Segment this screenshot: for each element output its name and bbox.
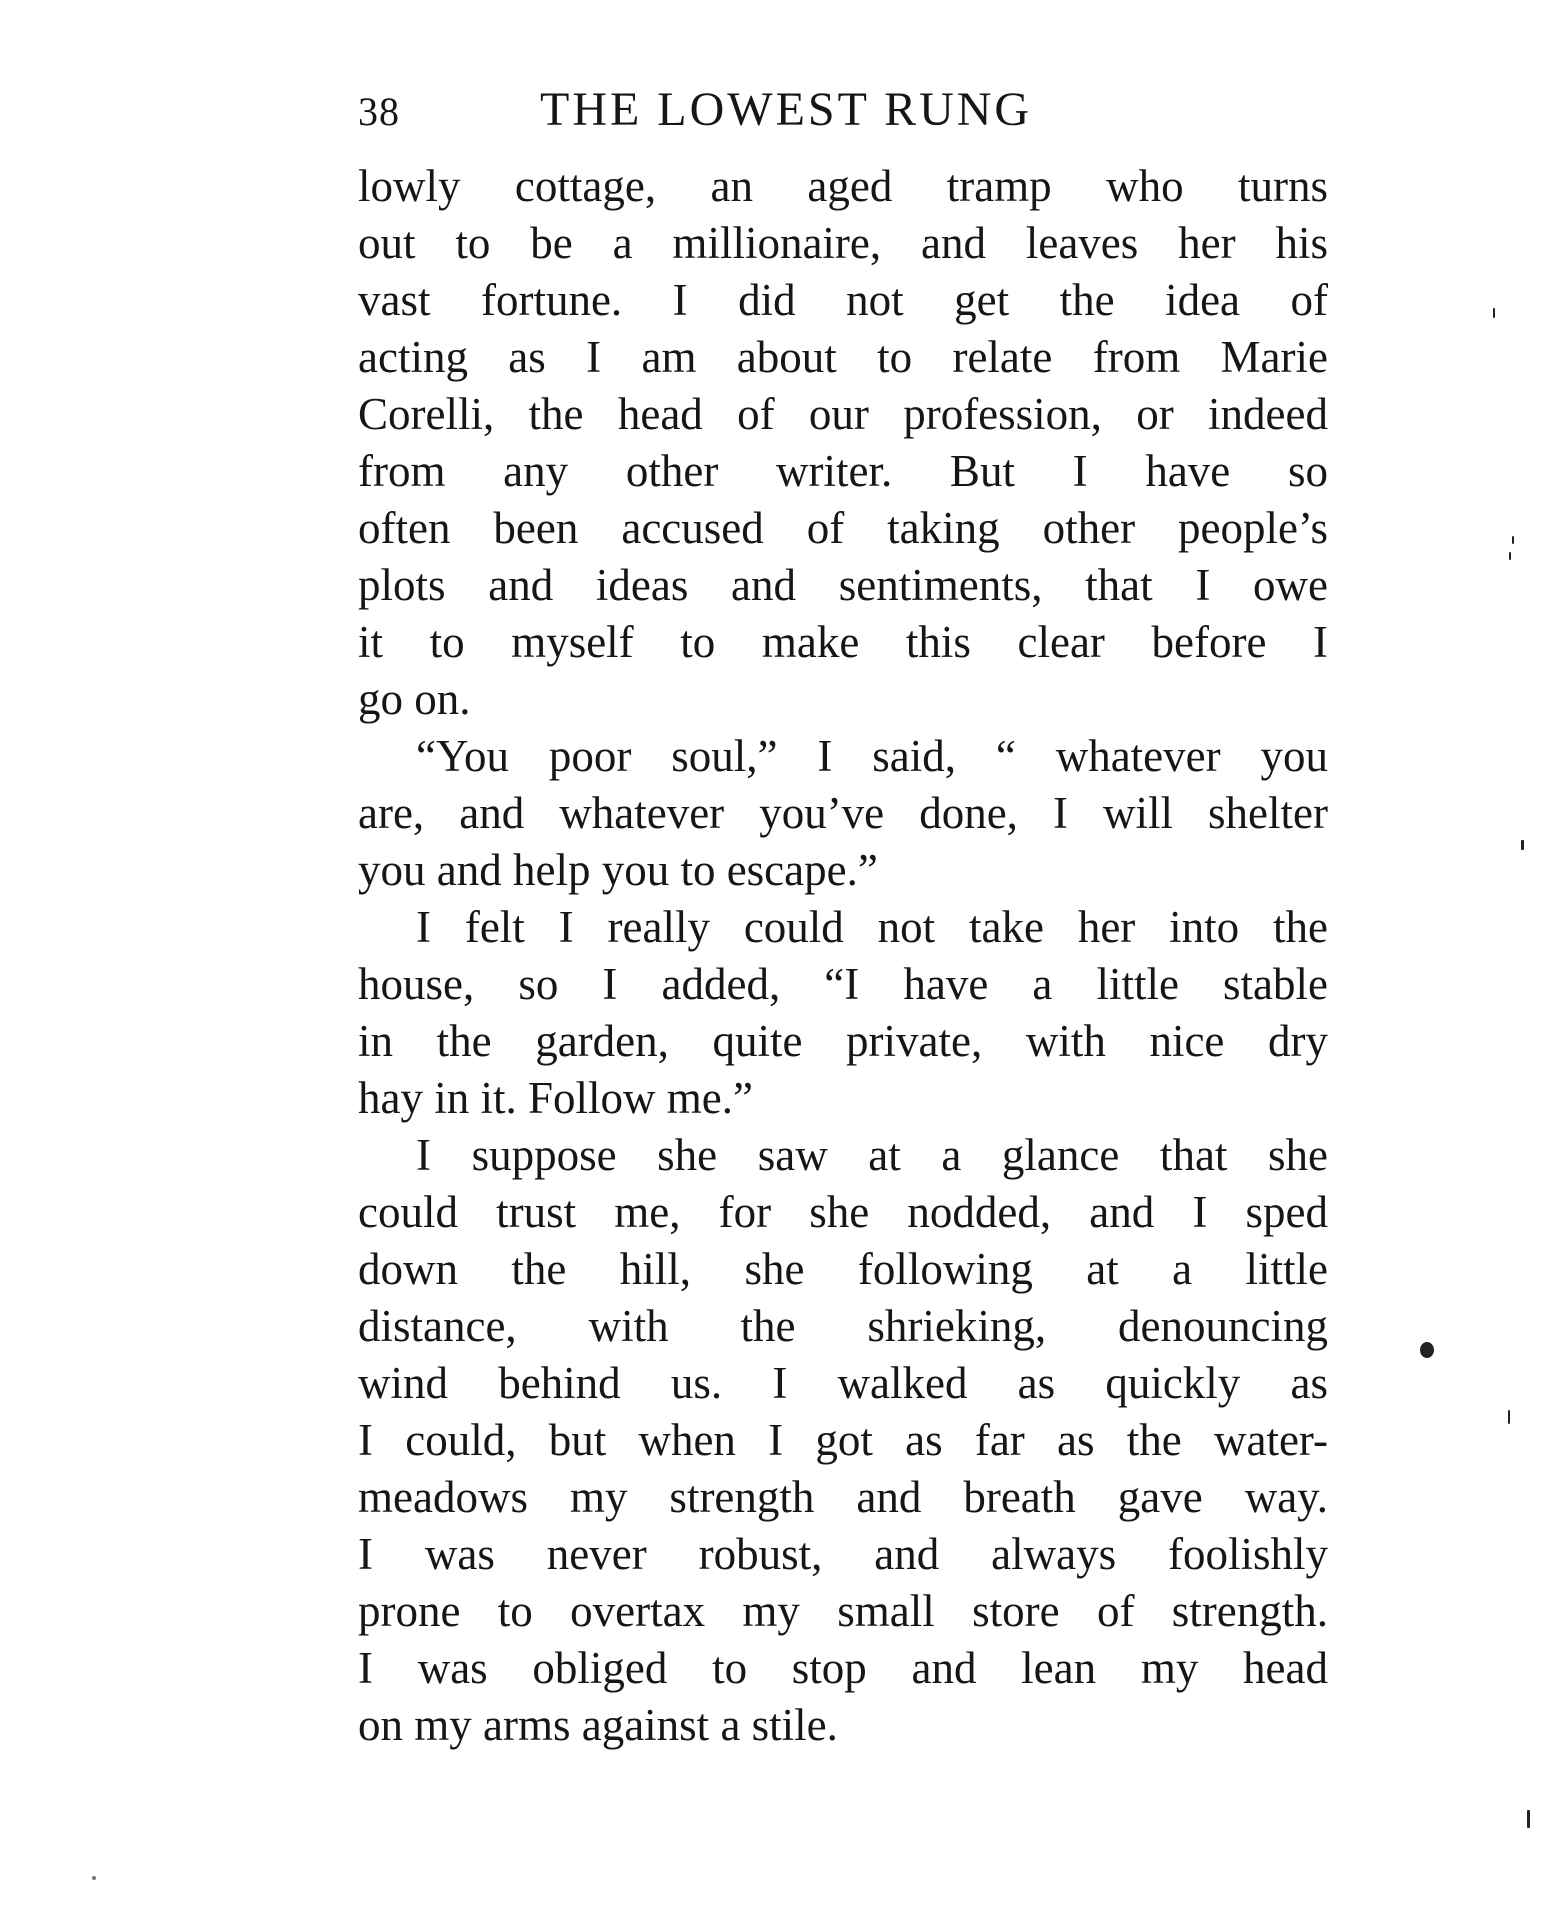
- scan-speck: [1509, 552, 1511, 560]
- scan-speck: [1420, 1342, 1434, 1358]
- text-line: plots and ideas and sentiments, that I owe: [358, 560, 1328, 610]
- text-line: vast fortune. I did not get the idea of: [358, 275, 1328, 325]
- page-header: [358, 82, 1158, 142]
- text-line: are, and whatever you’ve done, I will shelter: [358, 788, 1328, 838]
- text-line: out to be a millionaire, and leaves her his: [358, 218, 1328, 268]
- text-line: hay in it. Follow me.”: [358, 1073, 753, 1123]
- text-line: lowly cottage, an aged tramp who turns: [358, 161, 1328, 211]
- text-line: it to myself to make this clear before I: [358, 617, 1328, 667]
- text-line: from any other writer. But I have so: [358, 446, 1328, 496]
- text-line: wind behind us. I walked as quickly as: [358, 1358, 1328, 1408]
- text-line: I was obliged to stop and lean my head: [358, 1643, 1328, 1693]
- text-line: often been accused of taking other people’s: [358, 503, 1328, 553]
- text-line: I suppose she saw at a glance that she: [416, 1130, 1328, 1180]
- scan-speck: [1512, 536, 1514, 544]
- scan-speck: [92, 1876, 96, 1880]
- text-line: go on.: [358, 674, 471, 724]
- running-head: THE LOWEST RUNG: [540, 83, 1033, 136]
- page-number: 38: [358, 89, 400, 134]
- text-line: I was never robust, and always foolishly: [358, 1529, 1328, 1579]
- scan-speck: [1521, 840, 1524, 850]
- text-line: house, so I added, “I have a little stable: [358, 959, 1328, 1009]
- scan-speck: [1508, 1410, 1510, 1424]
- body-text: [358, 158, 1328, 1754]
- scan-speck: [1527, 1810, 1530, 1828]
- scan-speck: [1493, 308, 1495, 318]
- text-line: you and help you to escape.”: [358, 845, 878, 895]
- text-line: I felt I really could not take her into the: [416, 902, 1328, 952]
- text-line: acting as I am about to relate from Marie: [358, 332, 1328, 382]
- text-line: “You poor soul,” I said, “ whatever you: [416, 731, 1328, 781]
- text-line: on my arms against a stile.: [358, 1700, 838, 1750]
- text-line: could trust me, for she nodded, and I sped: [358, 1187, 1328, 1237]
- text-line: I could, but when I got as far as the water-: [358, 1415, 1328, 1465]
- text-line: prone to overtax my small store of strength.: [358, 1586, 1328, 1636]
- text-line: distance, with the shrieking, denouncing: [358, 1301, 1328, 1351]
- text-line: down the hill, she following at a little: [358, 1244, 1328, 1294]
- text-line: meadows my strength and breath gave way.: [358, 1472, 1328, 1522]
- text-line: in the garden, quite private, with nice dry: [358, 1016, 1328, 1066]
- text-line: Corelli, the head of our profession, or indeed: [358, 389, 1328, 439]
